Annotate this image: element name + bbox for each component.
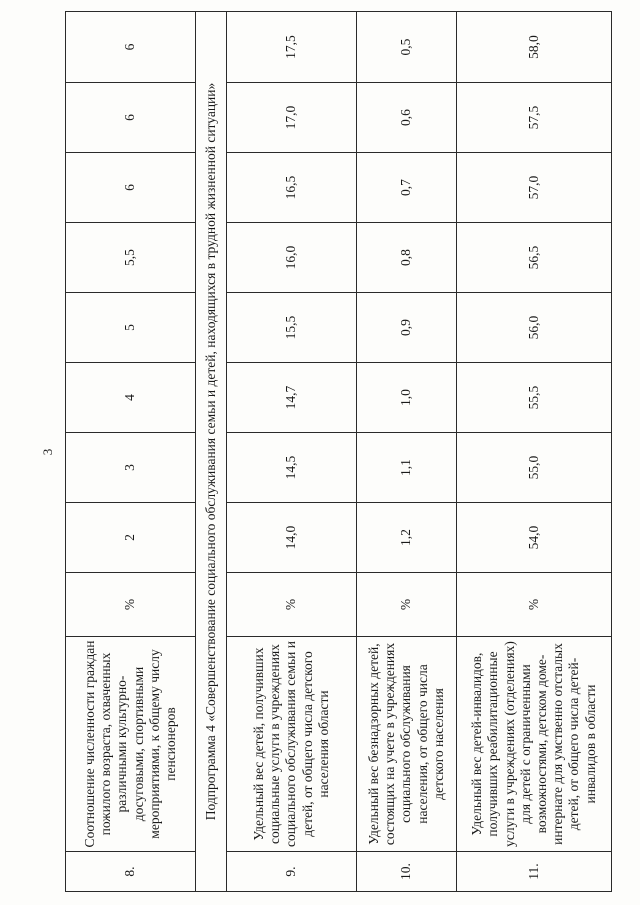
value-cell: 14,0 (227, 503, 357, 573)
value-cell: 57,0 (457, 153, 612, 223)
indicator-table (65, 11, 612, 892)
value-cell: 0,9 (357, 293, 457, 363)
indicator-description: Удельный вес детей, получивших социальные услуги в учреждениях социального обслуживания семьи и детей, от общего числа детского населения области (227, 637, 357, 852)
table-row-11 (457, 12, 612, 892)
value-cell: 55,5 (457, 363, 612, 433)
table-row-10 (357, 12, 457, 892)
value-cell: 17,0 (227, 83, 357, 153)
value-cell: 2 (66, 503, 196, 573)
value-cell: 6 (66, 12, 196, 83)
row-number: 11. (457, 852, 612, 892)
value-cell: 16,0 (227, 223, 357, 293)
value-cell: 0,7 (357, 153, 457, 223)
value-cell: 55,0 (457, 433, 612, 503)
value-cell: 5,5 (66, 223, 196, 293)
value-cell: 0,6 (357, 83, 457, 153)
table-row-8 (66, 12, 196, 892)
unit-cell: % (66, 573, 196, 637)
row-number: 10. (357, 852, 457, 892)
unit-cell: % (227, 573, 357, 637)
value-cell: 3 (66, 433, 196, 503)
value-cell: 54,0 (457, 503, 612, 573)
indicator-description: Удельный вес безнадзорных детей, состоящих на учете в учреждениях социального обслуживания населения, от общего числа детского населения (357, 637, 457, 852)
subprogram-row (196, 12, 227, 892)
rotated-table-container (65, 12, 625, 892)
value-cell: 1,0 (357, 363, 457, 433)
value-cell: 5 (66, 293, 196, 363)
value-cell: 14,5 (227, 433, 357, 503)
value-cell: 1,2 (357, 503, 457, 573)
subprogram-title: Подпрограмма 4 «Совершенствование социального обслуживания семьи и детей, находящихся в трудной жизненной ситуации» (196, 12, 227, 892)
table-row-9 (227, 12, 357, 892)
value-cell: 16,5 (227, 153, 357, 223)
value-cell: 56,5 (457, 223, 612, 293)
value-cell: 6 (66, 153, 196, 223)
value-cell: 6 (66, 83, 196, 153)
value-cell: 0,5 (357, 12, 457, 83)
page-number: 3 (40, 448, 55, 456)
unit-cell: % (357, 573, 457, 637)
value-cell: 57,5 (457, 83, 612, 153)
value-cell: 17,5 (227, 12, 357, 83)
value-cell: 1,1 (357, 433, 457, 503)
value-cell: 15,5 (227, 293, 357, 363)
indicator-description: Удельный вес детей-инвалидов, получивших реабилитационные услуги в учреждениях (отделениях) для детей с ограниченными возможностями, детском доме-интернате для умственно отсталых детей, от общего числа детей-инвалидов в области (457, 637, 612, 852)
value-cell: 4 (66, 363, 196, 433)
value-cell: 58,0 (457, 12, 612, 83)
row-number: 9. (227, 852, 357, 892)
unit-cell: % (457, 573, 612, 637)
row-number: 8. (66, 852, 196, 892)
value-cell: 56,0 (457, 293, 612, 363)
value-cell: 14,7 (227, 363, 357, 433)
indicator-description: Соотношение численности граждан пожилого возраста, охваченных различными культурно-досуговыми, спортивными мероприятиями, к общему числу пенсионеров (66, 637, 196, 852)
value-cell: 0,8 (357, 223, 457, 293)
